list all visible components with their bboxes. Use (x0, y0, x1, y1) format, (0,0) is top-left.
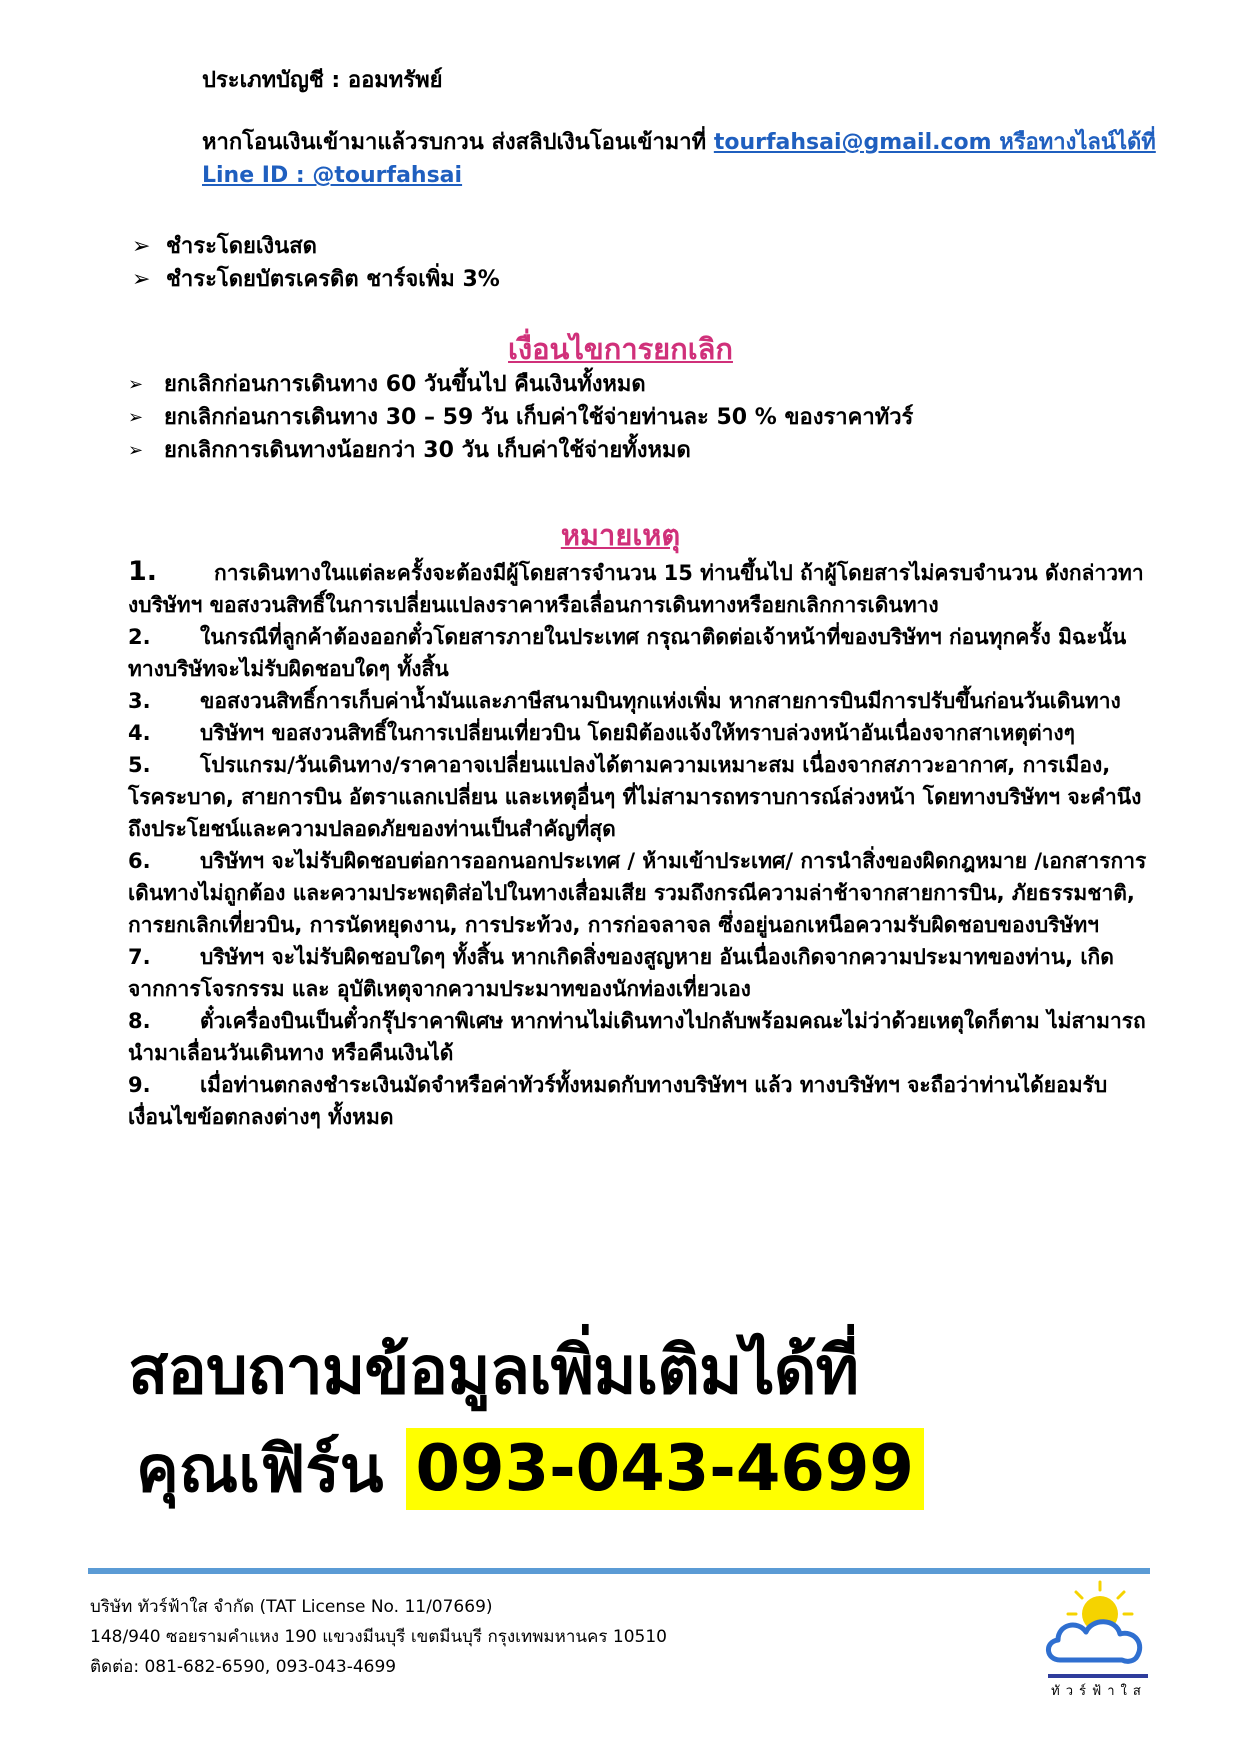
cancellation-heading: เงื่อนไขการยกเลิก (508, 332, 733, 366)
payment-list (132, 230, 500, 296)
footer-info (90, 1592, 667, 1682)
cancellation-item (128, 368, 913, 401)
note-text: เมื่อท่านตกลงชำระเงินมัดจำหรือค่าทัวร์ทั้งหมดกับทางบริษัทฯ แล้ว ทางบริษัทฯ จะถือว่าท่านได้ยอมรับเงื่อนไขข้อตกลงต่างๆ ทั้งหมด (128, 1073, 1108, 1129)
cancellation-item-label: ยกเลิกก่อนการเดินทาง 60 วันขึ้นไป คืนเงินทั้งหมด (164, 372, 646, 397)
payment-item (132, 263, 500, 296)
note-text: โปรแกรม/วันเดินทาง/ราคาอาจเปลี่ยนแปลงได้ตามความเหมาะสม เนื่องจากสภาวะอากาศ, การเมือง, โรคระบาด, สายการบิน อัตราแลกเปลี่ยน และเหตุอื่นๆ ที่ไม่สามารถทราบการณ์ล่วงหน้า โดยทางบริษัทฯ จะคำนึงถึงประโยชน์และความปลอดภัยของท่านเป็นสำคัญที่สุด (128, 753, 1142, 841)
note-number: 8. (128, 1009, 151, 1033)
note-number: 6. (128, 849, 151, 873)
note-item (128, 845, 1148, 941)
cancellation-item-label: ยกเลิกก่อนการเดินทาง 30 – 59 วัน เก็บค่าใช้จ่ายท่านละ 50 % ของราคาทัวร์ (164, 405, 914, 430)
footer-divider (88, 1568, 1150, 1574)
note-item (128, 1005, 1148, 1069)
note-item (128, 685, 1148, 717)
note-item (128, 1069, 1148, 1133)
note-number: 3. (128, 689, 151, 713)
cancellation-item-label: ยกเลิกการเดินทางน้อยกว่า 30 วัน เก็บค่าใช้จ่ายทั้งหมด (164, 438, 691, 463)
note-text: บริษัทฯ ขอสงวนสิทธิ์ในการเปลี่ยนเที่ยวบิน โดยมิต้องแจ้งให้ทราบล่วงหน้าอันเนื่องจากสาเหตุต่างๆ (200, 721, 1075, 745)
contact-phone[interactable]: 093-043-4699 (406, 1428, 924, 1510)
logo-text: ทัวร์ฟ้าใส (1051, 1684, 1147, 1699)
note-number: 9. (128, 1073, 151, 1097)
note-item (128, 556, 1148, 621)
account-type-line: ประเภทบัญชี : ออมทรัพย์ (202, 68, 443, 93)
email-line-link[interactable]: tourfahsai@gmail.com หรือทางไลน์ได้ที่ Line ID : @tourfahsai (202, 130, 1156, 188)
notes-list (128, 556, 1148, 1133)
note-text: บริษัทฯ จะไม่รับผิดชอบใดๆ ทั้งสิ้น หากเกิดสิ่งของสูญหาย อันเนื่องเกิดจากความประมาทของท่าน, เกิดจากการโจรกรรม และ อุบัติเหตุจากความประมาทของนักท่องเที่ยวเอง (128, 945, 1114, 1001)
footer-company: บริษัท ทัวร์ฟ้าใส จำกัด (TAT License No. 11/07669) (90, 1597, 493, 1617)
contact-name: คุณเฟิร์น (136, 1433, 384, 1507)
note-number: 2. (128, 625, 151, 649)
note-text: บริษัทฯ จะไม่รับผิดชอบต่อการออกนอกประเทศ / ห้ามเข้าประเทศ/ การนำสิ่งของผิดกฎหมาย /เอกสารการเดินทางไม่ถูกต้อง และความประพฤติส่อไปในทางเสื่อมเสีย รวมถึงกรณีความล่าช้าจากสายการบิน, ภัยธรรมชาติ, การยกเลิกเที่ยวบิน, การนัดหยุดงาน, การประท้วง, การก่อจลาจล ซึ่งอยู่นอกเหนือความรับผิดชอบของบริษัทฯ (128, 849, 1147, 937)
payment-item-label: ชำระโดยเงินสด (166, 234, 317, 259)
note-item (128, 621, 1148, 685)
note-item (128, 717, 1148, 749)
arrow-bullet-icon: ➢ (132, 267, 151, 292)
note-text: ในกรณีที่ลูกค้าต้องออกตั๋วโดยสารภายในประเทศ กรุณาติดต่อเจ้าหน้าที่ของบริษัทฯ ก่อนทุกครั้ง มิฉะนั้นทางบริษัทจะไม่รับผิดชอบใดๆ ทั้งสิ้น (128, 625, 1127, 681)
contact-headline: สอบถามข้อมูลเพิ่มเติมได้ที่ (128, 1332, 859, 1409)
footer-phones: ติดต่อ: 081-682-6590, 093-043-4699 (90, 1657, 397, 1677)
note-number: 4. (128, 721, 151, 745)
notes-heading: หมายเหตุ (560, 518, 681, 552)
contact-name-phone (136, 1418, 924, 1520)
arrow-bullet-icon: ➢ (128, 407, 144, 428)
footer-address: 148/940 ซอยรามคำแหง 190 แขวงมีนบุรี เขตมีนบุรี กรุงเทพมหานคร 10510 (90, 1627, 667, 1647)
transfer-instructions (202, 126, 1162, 192)
note-number: 1. (128, 556, 158, 587)
note-text: การเดินทางในแต่ละครั้งจะต้องมีผู้โดยสารจำนวน 15 ท่านขึ้นไป ถ้าผู้โดยสารไม่ครบจำนวน ดังกล่าวทางบริษัทฯ ขอสงวนสิทธิ์ในการเปลี่ยนแปลงราคาหรือเลื่อนการเดินทางหรือยกเลิกการเดินทาง (128, 561, 1144, 617)
payment-item-label: ชำระโดยบัตรเครดิต ชาร์จเพิ่ม 3% (166, 267, 500, 292)
arrow-bullet-icon: ➢ (128, 374, 144, 395)
arrow-bullet-icon: ➢ (132, 234, 151, 259)
cancellation-item (128, 434, 913, 467)
note-text: ตั๋วเครื่องบินเป็นตั๋วกรุ๊ปราคาพิเศษ หากท่านไม่เดินทางไปกลับพร้อมคณะไม่ว่าด้วยเหตุใดก็ตาม ไม่สามารถนำมาเลื่อนวันเดินทาง หรือคืนเงินได้ (128, 1009, 1146, 1065)
note-number: 7. (128, 945, 151, 969)
cancellation-item (128, 401, 913, 434)
note-text: ขอสงวนสิทธิ์การเก็บค่าน้ำมันและภาษีสนามบินทุกแห่งเพิ่ม หากสายการบินมีการปรับขึ้นก่อนวันเดินทาง (200, 689, 1121, 713)
note-item (128, 749, 1148, 845)
payment-item (132, 230, 500, 263)
arrow-bullet-icon: ➢ (128, 440, 144, 461)
cancellation-list (128, 368, 913, 467)
note-number: 5. (128, 753, 151, 777)
transfer-text: หากโอนเงินเข้ามาแล้วรบกวน ส่งสลิปเงินโอนเข้ามาที่ (202, 130, 714, 155)
company-logo-icon (1038, 1574, 1158, 1686)
note-item (128, 941, 1148, 1005)
